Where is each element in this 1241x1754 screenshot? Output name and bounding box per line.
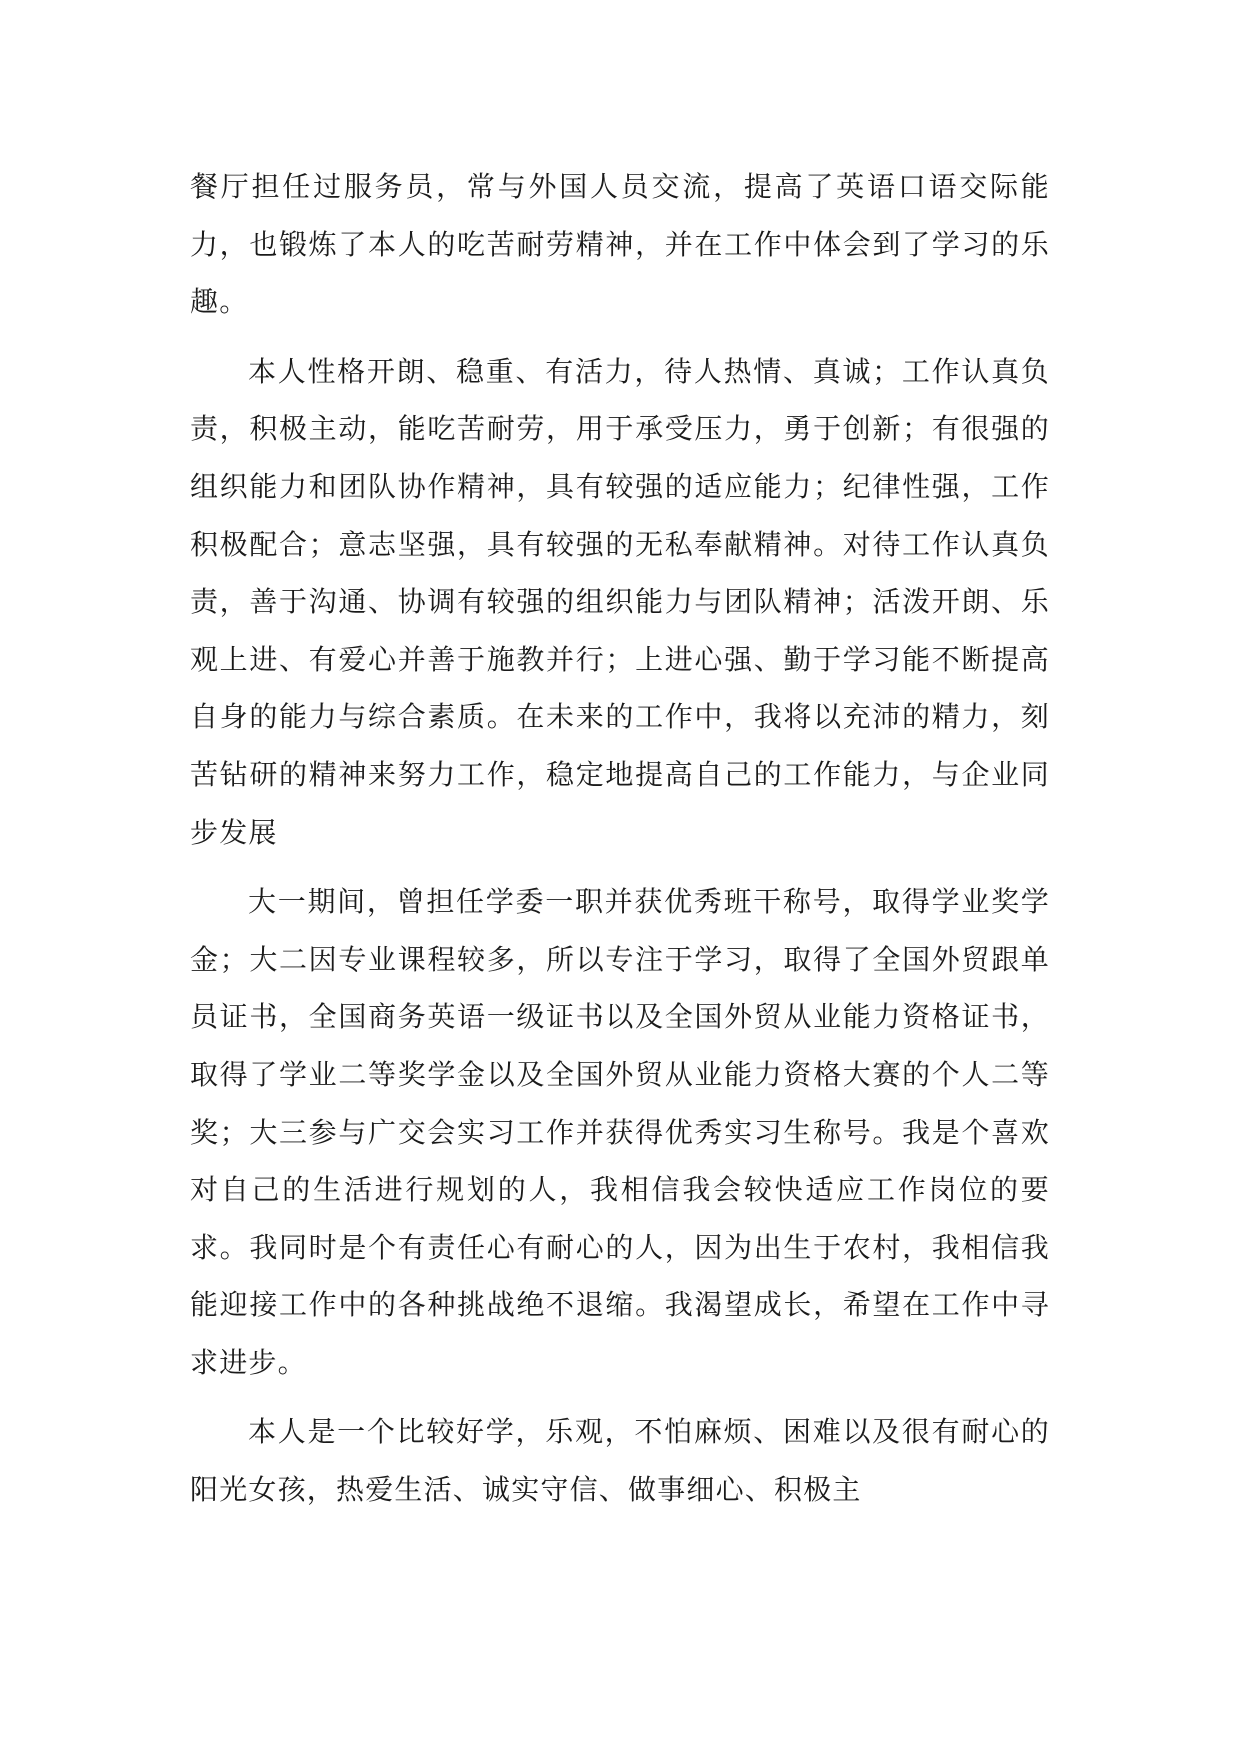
paragraph-1: 餐厅担任过服务员，常与外国人员交流，提高了英语口语交际能力，也锻炼了本人的吃苦耐劳精神，并在工作中体会到了学习的乐趣。	[190, 170, 1050, 319]
paragraph-2: 本人性格开朗、稳重、有活力，待人热情、真诚；工作认真负责，积极主动，能吃苦耐劳，用于承受压力，勇于创新；有很强的组织能力和团队协作精神，具有较强的适应能力；纪律性强，工作积极配合；意志坚强，具有较强的无私奉献精神。对待工作认真负责，善于沟通、协调有较强的组织能力与团队精神；活泼开朗、乐观上进、有爱心并善于施教并行；上进心强、勤于学习能不断提高自身的能力与综合素质。在未来的工作中，我将以充沛的精力，刻苦钻研的精神来努力工作，稳定地提高自己的工作能力，与企业同步发展	[190, 354, 1050, 849]
document-body	[190, 158, 1050, 1531]
paragraph-4: 本人是一个比较好学，乐观，不怕麻烦、困难以及很有耐心的阳光女孩，热爱生活、诚实守信、做事细心、积极主	[190, 1415, 1050, 1507]
paragraph-3: 大一期间，曾担任学委一职并获优秀班干称号，取得学业奖学金；大二因专业课程较多，所以专注于学习，取得了全国外贸跟单员证书，全国商务英语一级证书以及全国外贸从业能力资格证书，取得了学业二等奖学金以及全国外贸从业能力资格大赛的个人二等奖；大三参与广交会实习工作并获得优秀实习生称号。我是个喜欢对自己的生活进行规划的人，我相信我会较快适应工作岗位的要求。我同时是个有责任心有耐心的人，因为出生于农村，我相信我能迎接工作中的各种挑战绝不退缩。我渴望成长，希望在工作中寻求进步。	[190, 885, 1050, 1379]
